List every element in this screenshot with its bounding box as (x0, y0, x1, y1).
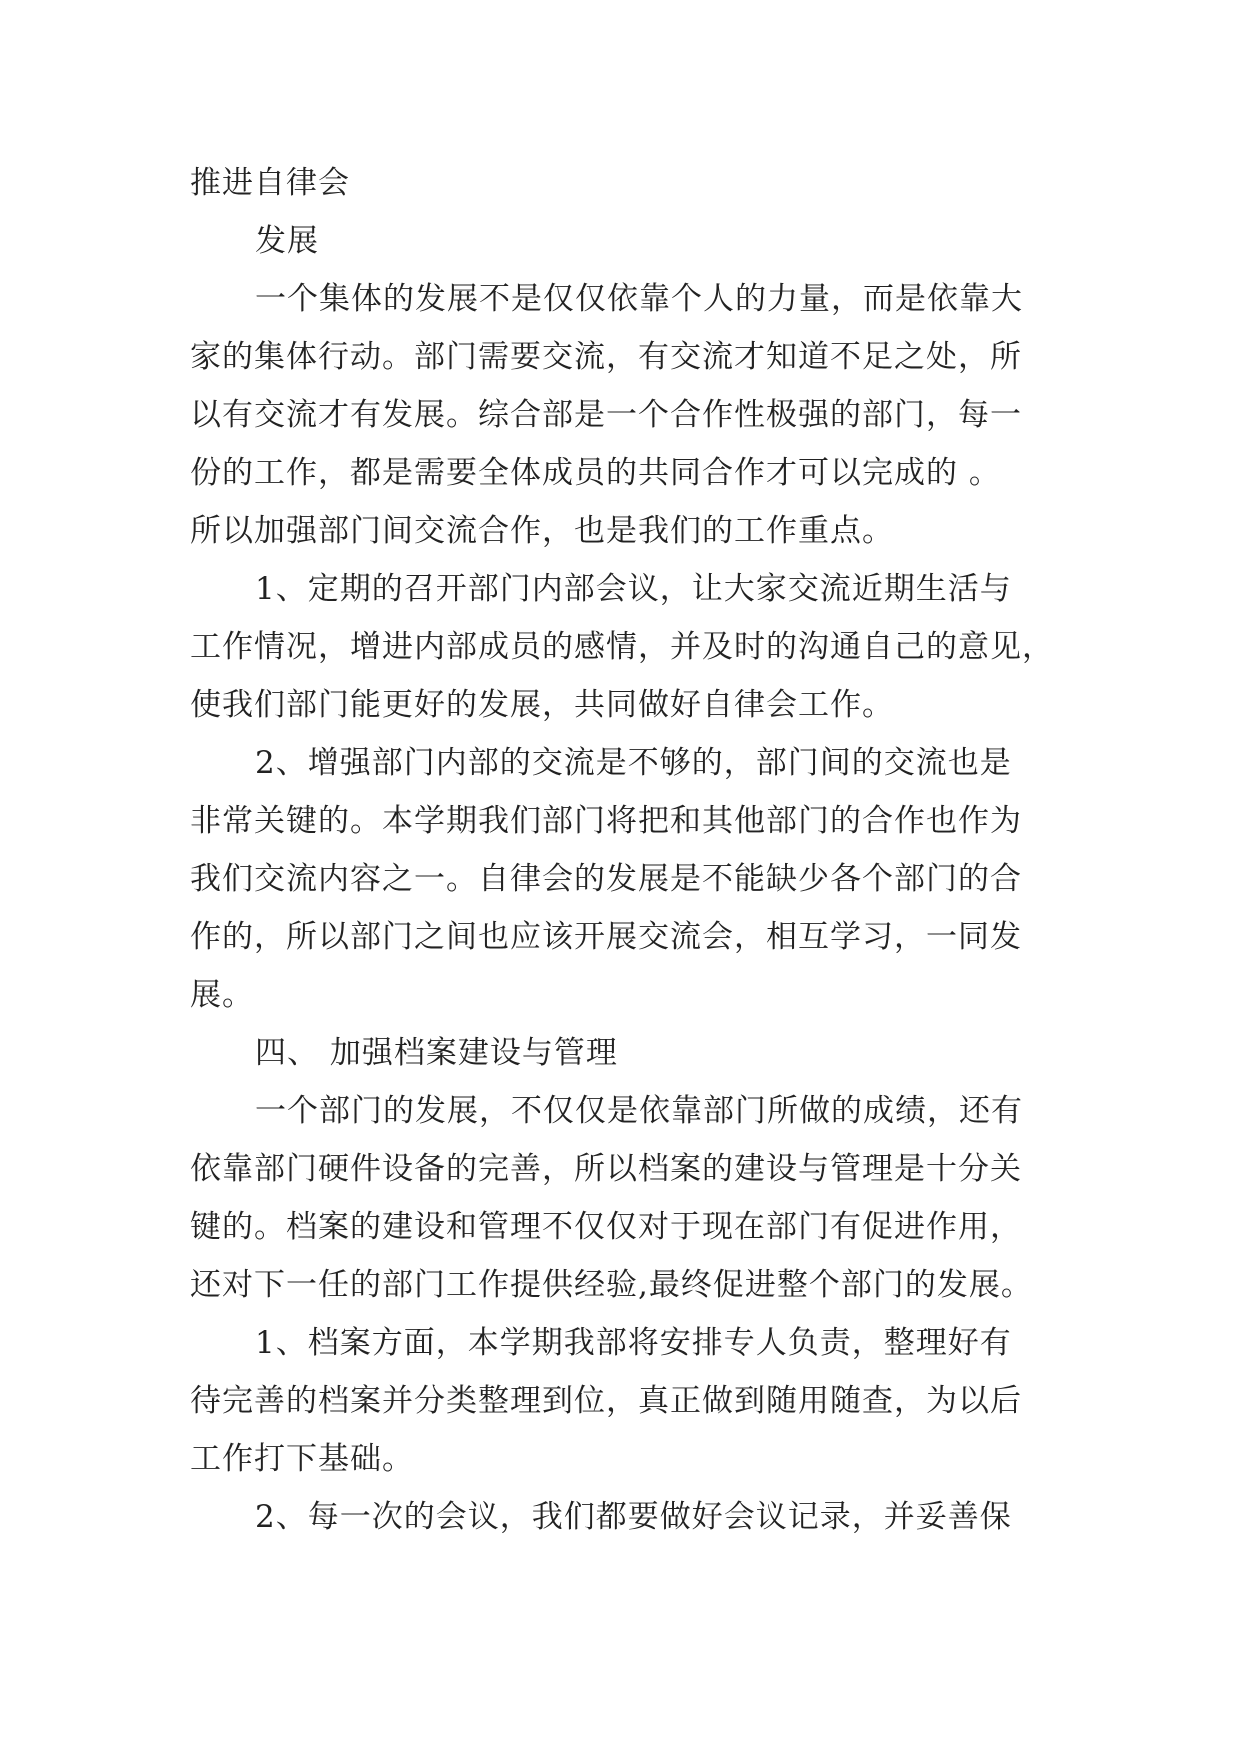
text-line: 键的。档案的建设和管理不仅仅对于现在部门有促进作用， (190, 1209, 1022, 1245)
text-line: 1、定期的召开部门内部会议，让大家交流近期生活与 (255, 571, 1012, 607)
text-line: 份的工作，都是需要全体成员的共同合作才可以完成的 。 (190, 455, 1001, 491)
text-line: 工作打下基础。 (190, 1441, 414, 1477)
text-line: 我们交流内容之一。自律会的发展是不能缺少各个部门的合 (190, 861, 1022, 897)
text-line: 2、增强部门内部的交流是不够的，部门间的交流也是 (255, 745, 1012, 781)
section-heading: 发展 (255, 223, 319, 259)
text-line: 待完善的档案并分类整理到位，真正做到随用随查，为以后 (190, 1383, 1022, 1419)
text-line: 还对下一任的部门工作提供经验,最终促进整个部门的发展。 (190, 1267, 1033, 1303)
text-line: 所以加强部门间交流合作，也是我们的工作重点。 (190, 513, 894, 549)
text-line: 依靠部门硬件设备的完善，所以档案的建设与管理是十分关 (190, 1151, 1022, 1187)
text-line: 非常关键的。本学期我们部门将把和其他部门的合作也作为 (190, 803, 1022, 839)
text-line: 1、档案方面，本学期我部将安排专人负责，整理好有 (255, 1325, 1012, 1361)
text-line: 一个部门的发展，不仅仅是依靠部门所做的成绩，还有 (255, 1093, 1023, 1129)
text-line: 家的集体行动。部门需要交流，有交流才知道不足之处，所 (190, 339, 1022, 375)
text-line: 使我们部门能更好的发展，共同做好自律会工作。 (190, 687, 894, 723)
section-heading: 四、 加强档案建设与管理 (255, 1035, 618, 1071)
text-line: 推进自律会 (190, 165, 350, 201)
text-line: 一个集体的发展不是仅仅依靠个人的力量，而是依靠大 (255, 281, 1023, 317)
text-line: 展。 (190, 977, 254, 1013)
text-line: 2、每一次的会议，我们都要做好会议记录，并妥善保 (255, 1499, 1012, 1535)
text-line: 工作情况，增进内部成员的感情，并及时的沟通自己的意见， (190, 629, 1054, 665)
text-line: 以有交流才有发展。综合部是一个合作性极强的部门，每一 (190, 397, 1022, 433)
text-line: 作的，所以部门之间也应该开展交流会，相互学习，一同发 (190, 919, 1022, 955)
